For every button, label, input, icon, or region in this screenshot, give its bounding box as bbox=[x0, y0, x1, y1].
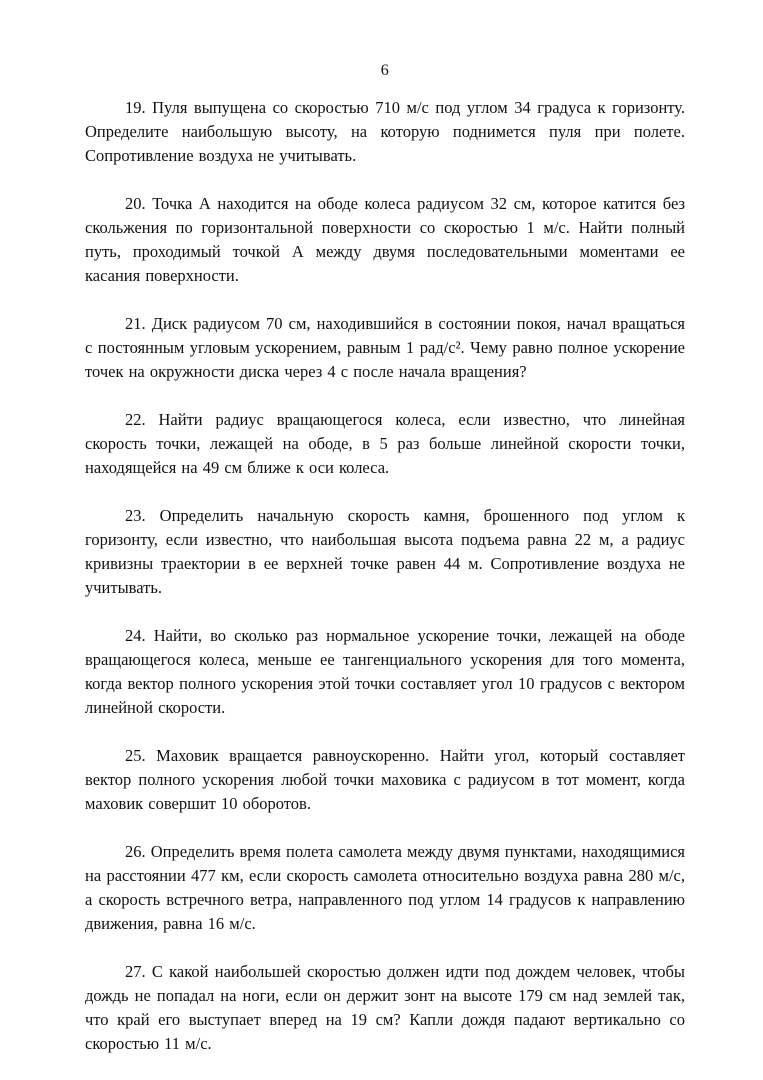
problem-26: 26. Определить время полета самолета между двумя пунктами, находящимися на расстоянии 477 км, если скорость самолета относительно воздуха равна 280 м/с, а скорость встречного ветра, направленного под углом 14 градусов к направлению движения, равна 16 м/с. bbox=[85, 842, 686, 933]
problem-25: 25. Маховик вращается равноускоренно. Найти угол, который составляет вектор полного ускорения любой точки маховика с радиусом в тот момент, когда маховик совершит 10 оборотов. bbox=[85, 746, 685, 813]
problem-20: 20. Точка А находится на ободе колеса радиусом 32 см, которое катится без скольжения по горизонтальной поверхности со скоростью 1 м/с. Найти полный путь, проходимый точкой А между двумя последовательными моментами ее касания поверхности. bbox=[85, 194, 685, 285]
problem-22: 22. Найти радиус вращающегося колеса, если известно, что линейная скорость точки, лежащей на ободе, в 5 раз больше линейной скорости точки, находящейся на 49 см ближе к оси колеса. bbox=[85, 410, 685, 477]
page-number: 6 bbox=[380, 62, 390, 79]
problem-19: 19. Пуля выпущена со скоростью 710 м/с под углом 34 градуса к горизонту. Определите наибольшую высоту, на которую поднимется пуля при полете. Сопротивление воздуха не учитывать. bbox=[85, 98, 685, 165]
problem-23: 23. Определить начальную скорость камня, брошенного под углом к горизонту, если известно, что наибольшая высота подъема равна 22 м, а радиус кривизны траектории в ее верхней точке равен 44 м. Сопротивление воздуха не учитывать. bbox=[85, 506, 685, 597]
problem-24: 24. Найти, во сколько раз нормальное ускорение точки, лежащей на ободе вращающегося колеса, меньше ее тангенциального ускорения для того момента, когда вектор полного ускорения этой точки составляет угол 10 градусов с вектором линейной скорости. bbox=[85, 626, 685, 717]
problem-27: 27. С какой наибольшей скоростью должен идти под дождем человек, чтобы дождь не попадал на ноги, если он держит зонт на высоте 179 см над землей так, что край его выступает вперед на 19 см? Капли дождя падают вертикально со скоростью 11 м/с. bbox=[85, 962, 685, 1053]
problem-21: 21. Диск радиусом 70 см, находившийся в состоянии покоя, начал вращаться с постоянным угловым ускорением, равным 1 рад/с². Чему равно полное ускорение точек на окружности диска через 4 с после начала вращения? bbox=[85, 314, 685, 381]
